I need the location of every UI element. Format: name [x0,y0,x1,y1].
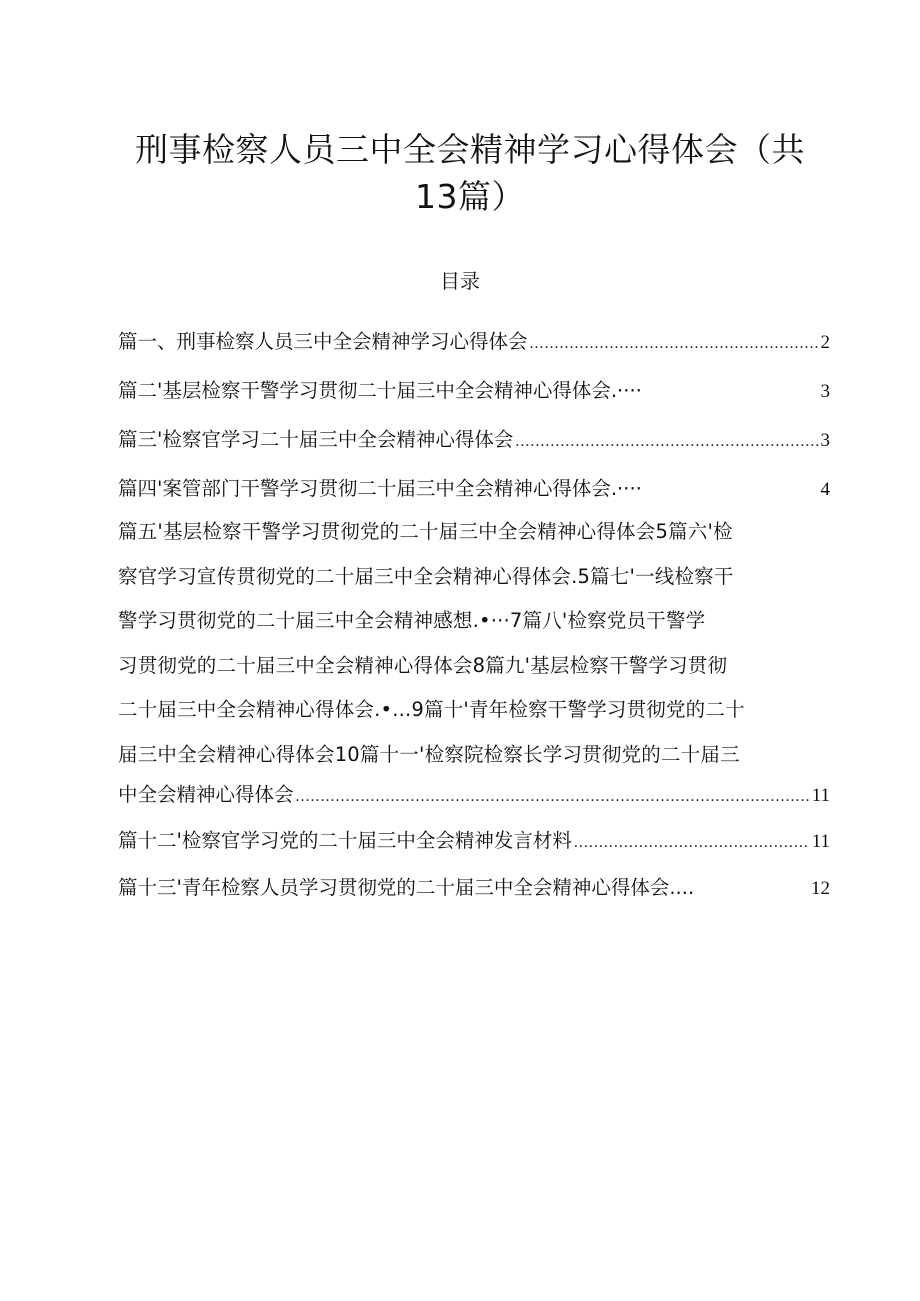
toc-entry-13[interactable] [118,870,830,906]
toc-paragraph-line: 篇五'基层检察干警学习贯彻党的二十届三中全会精神心得体会5篇六'检 [118,520,733,543]
toc-page-number: 12 [811,878,830,899]
toc-leader-dots [574,825,810,861]
toc-entry-label: 篇四'案管部门干警学习贯彻二十届三中全会精神心得体会.···· [118,477,642,500]
toc-page-number: 3 [820,381,830,402]
title-line-1: 刑事检察人员三中全会精神学习心得体会（共 [135,130,805,169]
toc-page-number: 11 [811,785,830,806]
toc-entry-3[interactable] [118,422,830,458]
toc-entry-label: 篇十二'检察官学习党的二十届三中全会精神发言材料 [118,829,572,852]
toc-entry-1[interactable] [118,324,830,360]
toc-page-number: 4 [820,479,830,500]
toc-page-number: 3 [820,430,830,451]
toc-page-number: 11 [811,831,830,852]
toc-paragraph-line: 届三中全会精神心得体会10篇十一'检察院检察长学习贯彻党的二十届三 [118,742,740,766]
toc-leader-dots [515,424,818,460]
toc-entry-label: 篇三'检察官学习二十届三中全会精神心得体会 [118,428,514,451]
toc-paragraph-line: 二十届三中全会精神心得体会.•...9篇十'青年检察干警学习贯彻党的二十 [118,698,745,721]
toc-leader-dots [296,779,810,815]
table-of-contents [118,324,830,906]
toc-entry-4[interactable] [118,471,830,507]
toc-leader-dots [530,326,819,362]
toc-entry-label: 篇二'基层检察干警学习贯彻二十届三中全会精神心得体会.···· [118,379,642,402]
toc-paragraph-line: 习贯彻党的二十届三中全会精神心得体会8篇九'基层检察干警学习贯彻 [118,653,728,677]
toc-entry-12[interactable] [118,823,830,859]
toc-entry-label: 篇一、刑事检察人员三中全会精神学习心得体会 [118,330,528,353]
toc-paragraph-line: 警学习贯彻党的二十届三中全会精神感想.•···7篇八'检察党员干警学 [118,609,706,632]
toc-entry-label: 篇十三'青年检察人员学习贯彻党的二十届三中全会精神心得体会.... [118,876,695,899]
toc-entry-2[interactable] [118,373,830,409]
title-line-2: 13篇） [415,177,525,216]
toc-heading: 目录 [440,269,480,293]
toc-page-number: 2 [820,332,830,353]
toc-merged-paragraph [118,510,830,777]
toc-entry-11-tail[interactable] [118,777,830,813]
toc-entry-label: 中全会精神心得体会 [118,783,294,806]
toc-paragraph-line: 察官学习宣传贯彻党的二十届三中全会精神心得体会.5篇七'一线检察干 [118,564,734,588]
document-title [120,126,820,220]
